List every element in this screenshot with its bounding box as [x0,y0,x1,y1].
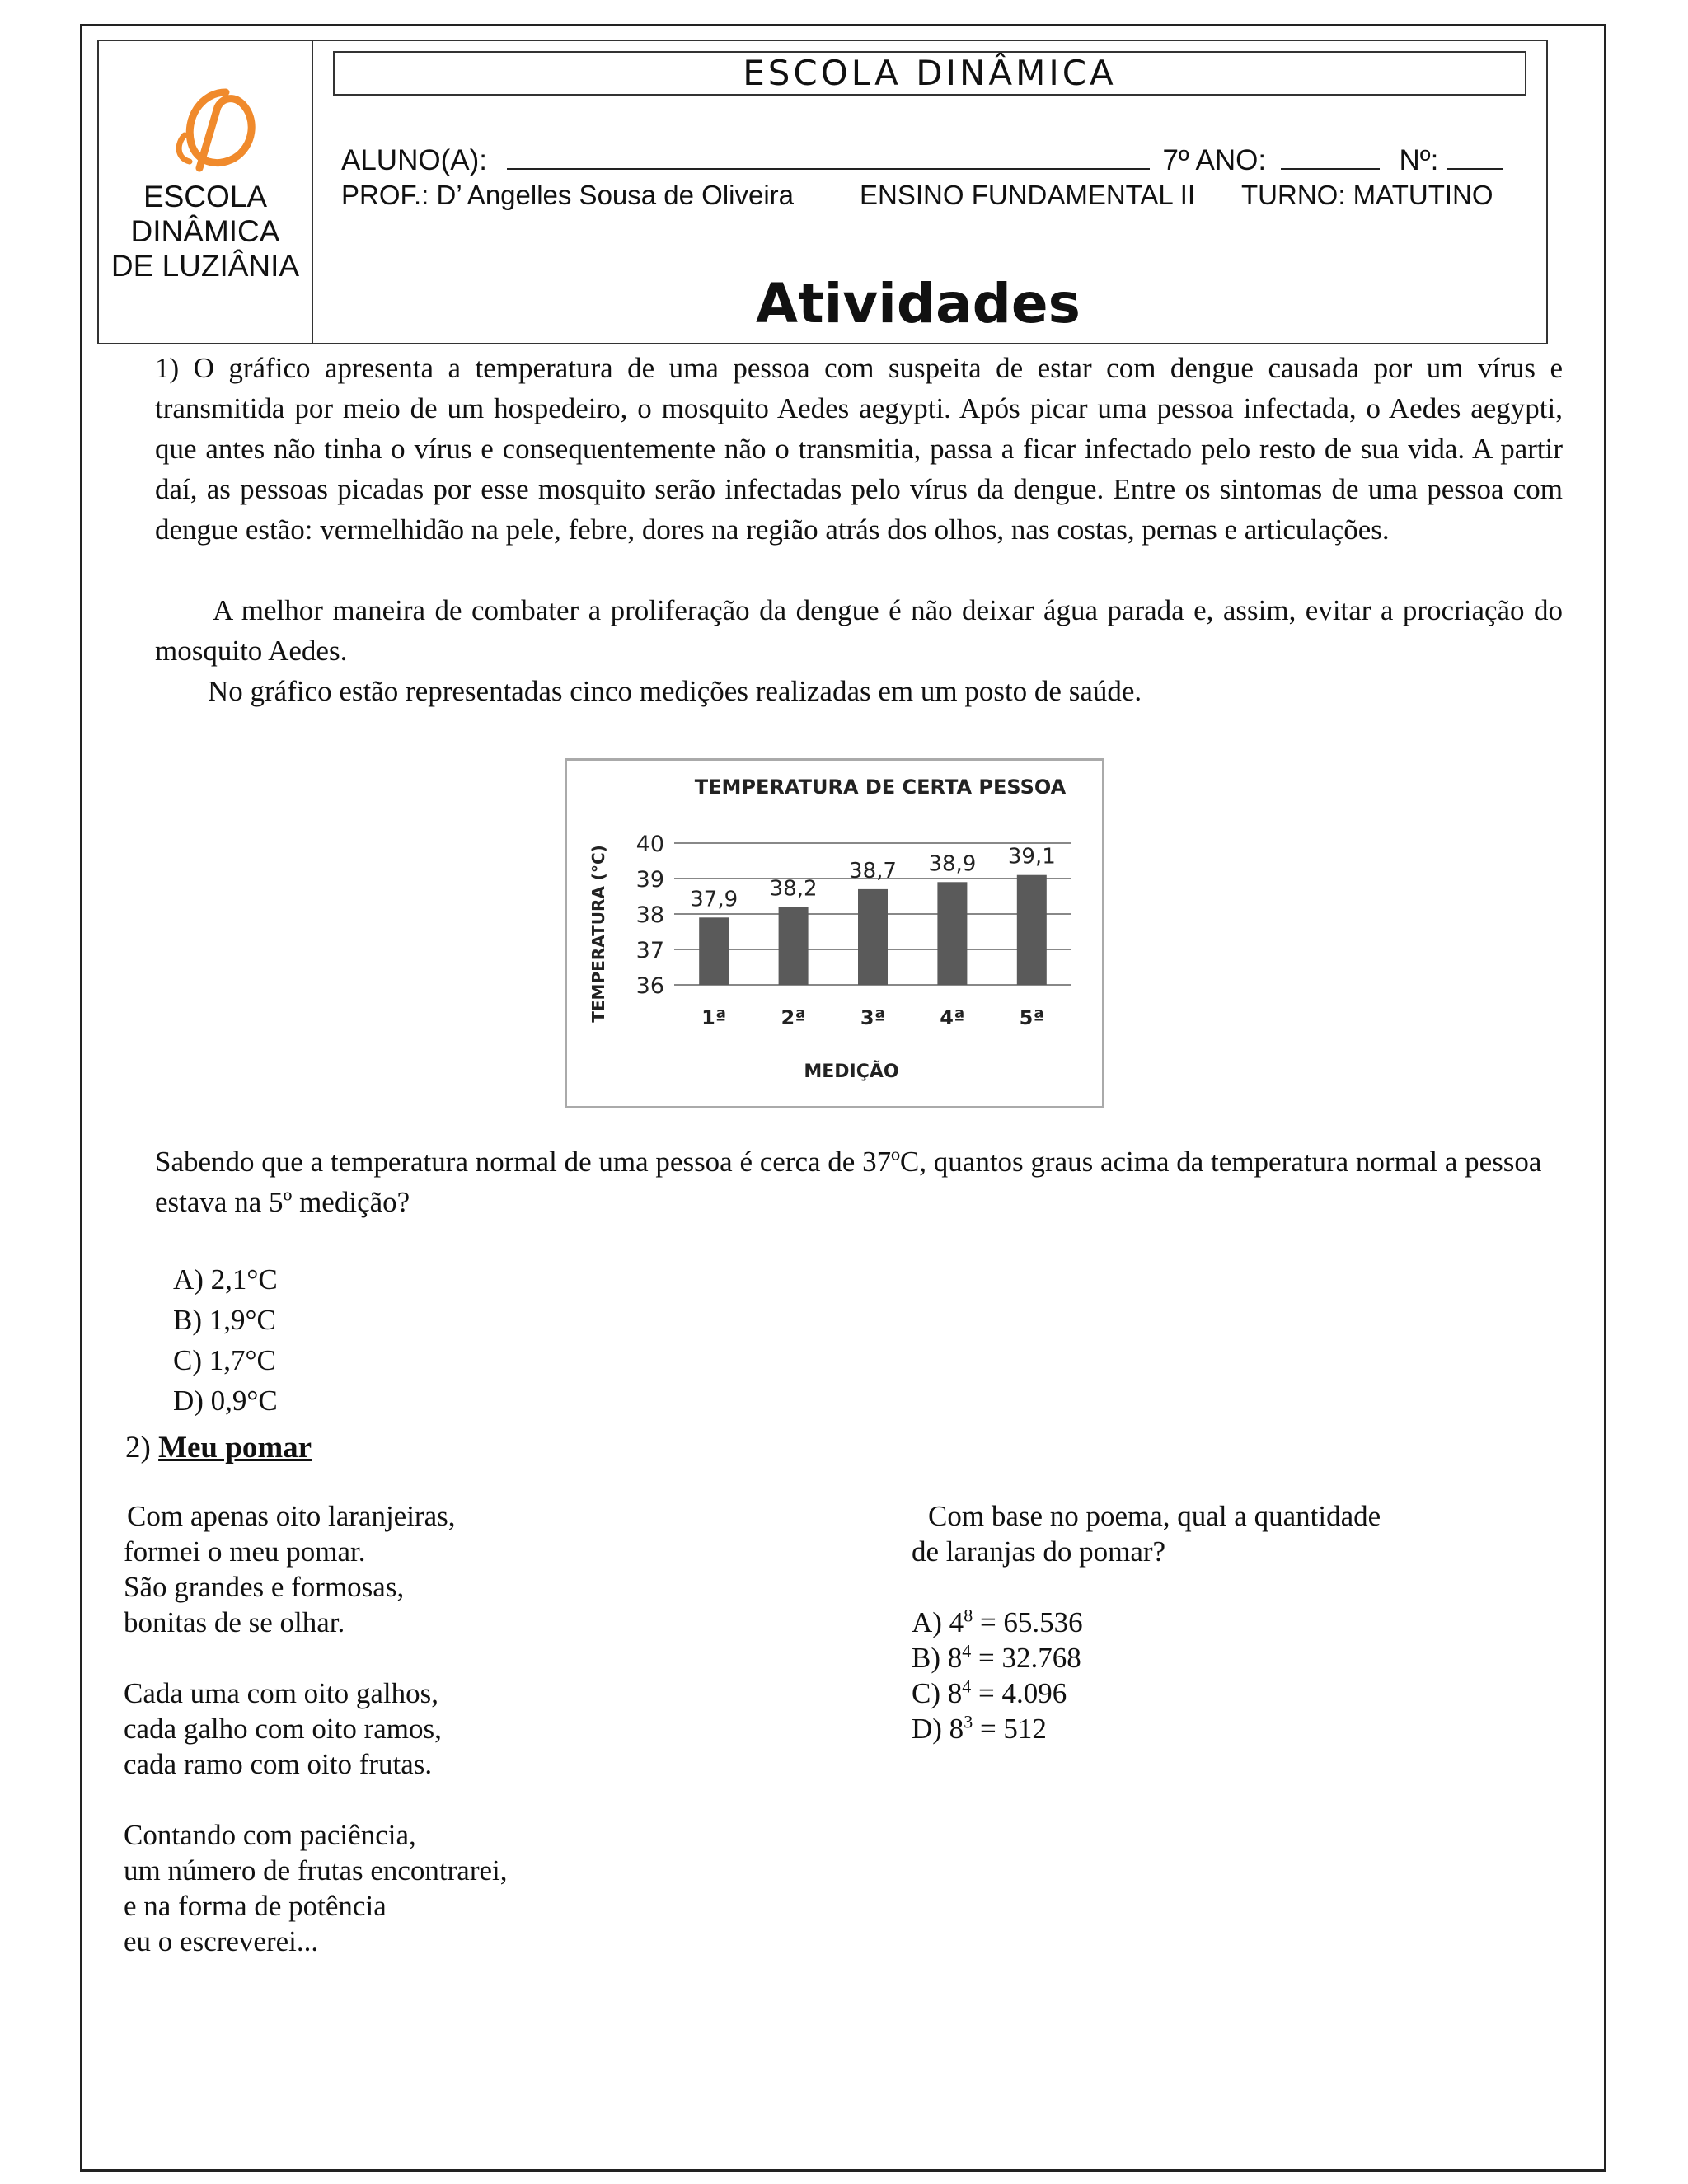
poem-line: Contando com paciência, [124,1819,416,1851]
poem-line: Com apenas oito laranjeiras, [127,1500,456,1532]
q1-option-c[interactable]: C) 1,7°C [173,1344,276,1376]
chart-data-label: 38,2 [769,876,818,902]
option-base: A) 4 [912,1606,964,1638]
chart-y-axis-label: TEMPERATURA (°C) [588,845,608,1023]
option-result: = 512 [973,1713,1047,1745]
option-exponent: 4 [962,1675,972,1697]
option-exponent: 4 [962,1640,972,1661]
poem-line: São grandes e formosas, [124,1571,405,1603]
poem-line: bonitas de se olhar. [124,1606,345,1638]
q1-paragraph-3: No gráfico estão representadas cinco medições realizadas em um posto de saúde. [208,675,1142,707]
option-result: = 4.096 [971,1677,1067,1709]
option-exponent: 3 [964,1711,973,1732]
chart-data-label: 39,1 [1007,844,1056,869]
chart-bar [937,882,967,985]
q1-paragraph-1: 1) O gráfico apresenta a temperatura de uma pessoa com suspeita de estar com dengue causada por um vírus e transmitida por meio de um hospedeiro, o mosquito Aedes aegypti. Após picar uma pessoa infectada, o Aedes aegypti, que antes não tinha o vírus e consequentemente não o transmitia, passa a ficar infectado pelo resto de sua vida. A partir daí, as pessoas picadas por esse mosquito serão infectadas pelo vírus da dengue. Entre os sintomas de uma pessoa com dengue estão: vermelhidão na pele, febre, dores na região atrás dos olhos, nas costas, pernas e articulações. [155,352,1563,546]
option-result: = 32.768 [971,1642,1081,1674]
chart-x-tick-label: 1ª [701,1006,727,1029]
option-base: D) 8 [912,1713,964,1745]
option-base: B) 8 [912,1642,963,1674]
chart-y-tick-label: 37 [635,938,664,963]
prof-line [341,180,794,211]
logo-line-1: ESCOLA [143,180,268,213]
q2-title-text: Meu pomar [158,1431,312,1465]
turno-label: TURNO: MATUTINO [1241,180,1493,210]
chart-bar [1017,875,1047,985]
chart-x-tick-label: 3ª [860,1006,886,1029]
chart-x-axis-label: MEDIÇÃO [804,1062,899,1082]
prof-name: PROF.: D’ Angelles Sousa de Oliveira [341,180,795,210]
poem-line: formei o meu pomar. [124,1535,366,1568]
chart-svg [567,761,1102,1106]
poem-line: eu o escreverei... [124,1925,319,1957]
poem-line: Cada uma com oito galhos, [124,1677,439,1709]
school-title: ESCOLA DINÂMICA [333,51,1526,96]
poem-line: um número de frutas encontrarei, [124,1854,508,1886]
logo-caption [97,180,313,284]
ensino-label: ENSINO FUNDAMENTAL II [860,180,1196,210]
q2-option-b[interactable] [912,1642,1081,1675]
aluno-label: ALUNO(A): [341,144,487,176]
chart-title: TEMPERATURA DE CERTA PESSOA [694,776,1067,799]
school-logo-icon [168,86,267,176]
option-result: = 65.536 [973,1606,1083,1638]
chart-y-tick-label: 36 [635,973,664,999]
q2-option-a[interactable] [912,1606,1083,1639]
page-heading: Atividades [756,272,1081,335]
poem-line: e na forma de potência [124,1890,387,1922]
q2-number: 2) [125,1431,151,1465]
student-line [341,144,1503,177]
chart-y-tick-label: 38 [635,902,664,928]
school-logo-panel [97,40,313,344]
chart-data-label: 38,9 [928,851,977,877]
q2-title [125,1430,312,1465]
chart-x-tick-label: 5ª [1019,1006,1044,1029]
poem-line: cada ramo com oito frutas. [124,1748,433,1780]
q1-option-d[interactable]: D) 0,9°C [173,1385,278,1417]
q2-option-c[interactable] [912,1677,1067,1710]
poem-line: cada galho com oito ramos, [124,1713,442,1745]
chart-x-tick-label: 2ª [781,1006,806,1029]
q1-question: Sabendo que a temperatura normal de uma pessoa é cerca de 37ºC, quantos graus acima da temperatura normal a pessoa estava na 5º medição? [155,1146,1542,1218]
ano-label: 7º ANO: [1162,144,1267,176]
option-base: C) 8 [912,1677,963,1709]
q2-option-d[interactable] [912,1713,1047,1746]
option-exponent: 8 [964,1605,973,1626]
chart-y-tick-label: 39 [635,867,664,893]
q2-question-line-2: de laranjas do pomar? [912,1535,1166,1568]
q2-question-line-1: Com base no poema, qual a quantidade [928,1500,1381,1532]
aluno-field[interactable] [507,145,1150,170]
ano-field[interactable] [1281,145,1380,170]
temperature-chart [565,758,1104,1108]
chart-y-tick-label: 40 [635,832,664,857]
chart-bar [699,917,729,985]
chart-data-label: 37,9 [690,887,738,912]
logo-line-2: DINÂMICA [130,214,280,248]
chart-data-label: 38,7 [849,858,897,883]
q1-paragraph-2: A melhor maneira de combater a proliferação da dengue é não deixar água parada e, assim, evitar a procriação do mosquito Aedes. [155,594,1563,667]
num-field[interactable] [1447,145,1503,170]
chart-bar [858,889,888,985]
logo-line-3: DE LUZIÂNIA [110,249,300,283]
q1-option-a[interactable]: A) 2,1°C [173,1263,278,1296]
num-label: Nº: [1399,144,1439,176]
chart-bar [779,907,809,985]
chart-x-tick-label: 4ª [940,1006,965,1029]
q1-option-b[interactable]: B) 1,9°C [173,1304,276,1336]
